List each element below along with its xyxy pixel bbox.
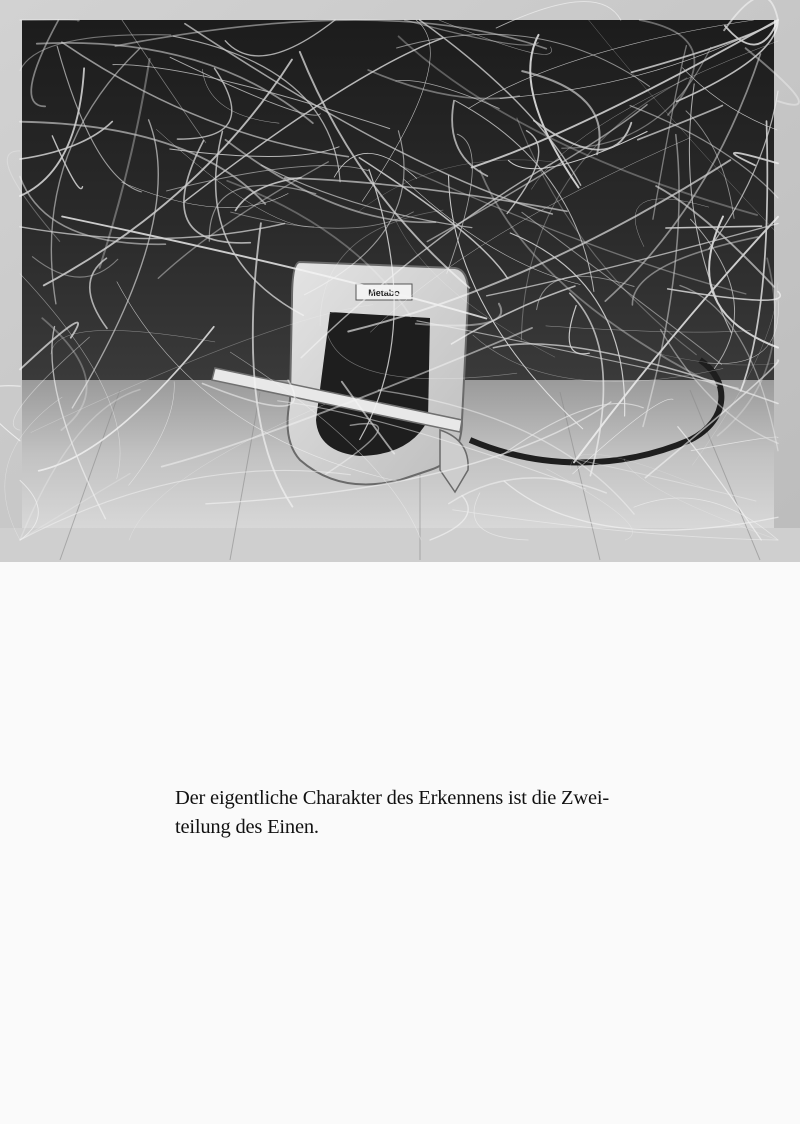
metabo-logo: Metabo — [368, 288, 400, 298]
caption-text — [175, 784, 635, 842]
caption-line-2: teilung des Einen. — [175, 816, 319, 838]
caption-line-1: Der eigentliche Charakter des Erkennens ist die Zwei- — [175, 787, 609, 809]
